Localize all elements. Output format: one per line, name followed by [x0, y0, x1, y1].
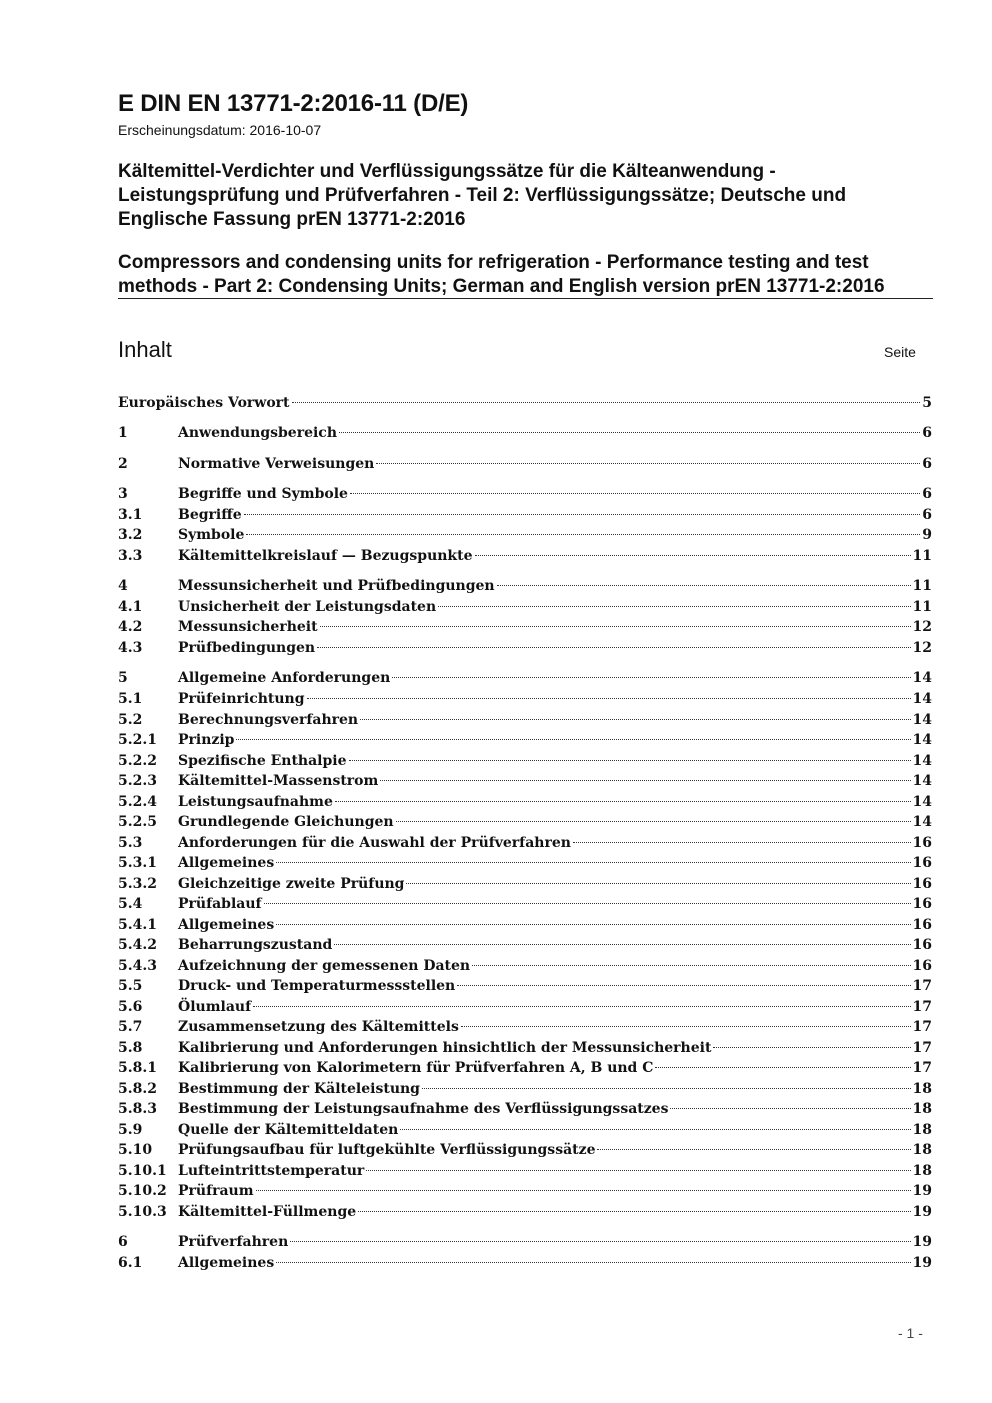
- toc-entry-page: 5: [922, 395, 932, 411]
- toc-entry[interactable]: [118, 1040, 932, 1060]
- toc-dot-leader: [350, 493, 920, 494]
- toc-entry-number: 5.4.3: [118, 958, 157, 974]
- toc-entry-page: 6: [922, 507, 932, 523]
- toc-dot-leader: [317, 647, 910, 648]
- toc-dot-leader: [246, 534, 920, 535]
- toc-entry-title: Messunsicherheit: [178, 619, 318, 635]
- toc-entry-title: Grundlegende Gleichungen: [178, 814, 394, 830]
- toc-entry-page: 14: [912, 814, 932, 830]
- toc-dot-leader: [475, 555, 911, 556]
- toc-entry[interactable]: [118, 670, 932, 690]
- toc-entry-number: 6: [118, 1234, 128, 1250]
- toc-entry[interactable]: [118, 773, 932, 793]
- toc-entry-number: 5.4: [118, 896, 143, 912]
- toc-entry-page: 12: [912, 619, 932, 635]
- toc-entry-page: 17: [912, 1019, 932, 1035]
- toc-entry-page: 16: [912, 937, 932, 953]
- toc-entry-page: 16: [912, 835, 932, 851]
- toc-heading: Inhalt: [118, 337, 172, 362]
- toc-entry-title: Kältemittel-Füllmenge: [178, 1204, 357, 1220]
- toc-entry[interactable]: [118, 395, 932, 415]
- toc-entry-number: 5.8.1: [118, 1060, 157, 1076]
- toc-entry[interactable]: [118, 937, 932, 957]
- toc-dot-leader: [307, 698, 911, 699]
- toc-entry[interactable]: [118, 1122, 932, 1142]
- toc-page-column-label: Seite: [884, 344, 916, 360]
- toc-entry-title: Anforderungen für die Auswahl der Prüfverfahren: [178, 835, 571, 851]
- toc-entry-page: 14: [912, 670, 932, 686]
- toc-entry-number: 5.10.2: [118, 1183, 167, 1199]
- toc-entry[interactable]: [118, 456, 932, 476]
- toc-entry-page: 6: [922, 425, 932, 441]
- toc-entry-title: Beharrungszustand: [178, 937, 333, 953]
- toc-dot-leader: [335, 801, 911, 802]
- toc-dot-leader: [438, 606, 910, 607]
- toc-dot-leader: [396, 821, 911, 822]
- toc-entry-title: Druck- und Temperaturmessstellen: [178, 978, 456, 994]
- toc-entry-number: 4.3: [118, 640, 143, 656]
- toc-entry-number: 5.6: [118, 999, 143, 1015]
- toc-entry-number: 5.10.1: [118, 1163, 167, 1179]
- toc-entry-title: Allgemeine Anforderungen: [178, 670, 391, 686]
- toc-entry-title: Quelle der Kältemitteldaten: [178, 1122, 399, 1138]
- toc-entry[interactable]: [118, 855, 932, 875]
- toc-entry[interactable]: [118, 999, 932, 1019]
- toc-entry-title: Messunsicherheit und Prüfbedingungen: [178, 578, 495, 594]
- toc-entry-title: Prüfablauf: [178, 896, 262, 912]
- toc-entry[interactable]: [118, 425, 932, 445]
- toc-entry-number: 5: [118, 670, 128, 686]
- toc-entry-title: Symbole: [178, 527, 245, 543]
- toc-entry-title: Begriffe und Symbole: [178, 486, 348, 502]
- toc-entry-number: 5.7: [118, 1019, 143, 1035]
- toc-dot-leader: [339, 432, 920, 433]
- toc-dot-leader: [406, 883, 910, 884]
- toc-entry-number: 5.1: [118, 691, 143, 707]
- title-german: Kältemittel-Verdichter und Verflüssigungssätze für die Kälteanwendung - Leistungsprüfung und Prüfverfahren - Teil 2: Verflüssigungssätze; Deutsche und Englische Fassung prEN 13771-2:2016: [118, 161, 847, 230]
- toc-entry-title: Allgemeines: [178, 917, 275, 933]
- toc-entry-page: 19: [912, 1183, 932, 1199]
- toc-entry-title: Unsicherheit der Leistungsdaten: [178, 599, 437, 615]
- toc-dot-leader: [366, 1170, 910, 1171]
- toc-dot-leader: [597, 1149, 910, 1150]
- toc-dot-leader: [349, 760, 911, 761]
- toc-entry-number: 4.1: [118, 599, 143, 615]
- toc-dot-leader: [292, 402, 921, 403]
- toc-dot-leader: [713, 1047, 910, 1048]
- toc-entry-page: 17: [912, 978, 932, 994]
- toc-entry-number: 5.2: [118, 712, 143, 728]
- toc-entry-title: Bestimmung der Kälteleistung: [178, 1081, 420, 1097]
- toc-entry-number: 5.3.1: [118, 855, 157, 871]
- toc-entry-page: 6: [922, 456, 932, 472]
- toc-entry[interactable]: [118, 978, 932, 998]
- toc-entry-page: 11: [912, 599, 932, 615]
- toc-entry-number: 3: [118, 486, 128, 502]
- toc-dot-leader: [253, 1006, 910, 1007]
- toc-entry-title: Ölumlauf: [178, 999, 252, 1015]
- toc-entry-title: Prüfraum: [178, 1183, 254, 1199]
- toc-entry[interactable]: [118, 1204, 932, 1224]
- toc-dot-leader: [256, 1190, 911, 1191]
- toc-entry-page: 14: [912, 794, 932, 810]
- toc-entry-page: 19: [912, 1255, 932, 1271]
- toc-entry[interactable]: [118, 835, 932, 855]
- toc-entry-page: 17: [912, 1060, 932, 1076]
- toc-entry-title: Kältemittel-Massenstrom: [178, 773, 379, 789]
- toc-entry[interactable]: [118, 486, 932, 506]
- toc-entry-title: Zusammensetzung des Kältemittels: [178, 1019, 459, 1035]
- publication-date: Erscheinungsdatum: 2016-10-07: [118, 122, 322, 138]
- toc-entry[interactable]: [118, 958, 932, 978]
- toc-entry-number: 5.9: [118, 1122, 143, 1138]
- toc-entry-number: 1: [118, 425, 128, 441]
- toc-entry-number: 5.2.4: [118, 794, 157, 810]
- toc-entry[interactable]: [118, 712, 932, 732]
- toc-dot-leader: [573, 842, 911, 843]
- toc-entry-number: 6.1: [118, 1255, 143, 1271]
- toc-dot-leader: [334, 944, 910, 945]
- toc-dot-leader: [497, 585, 911, 586]
- toc-dot-leader: [400, 1129, 910, 1130]
- toc-entry[interactable]: [118, 599, 932, 619]
- toc-entry[interactable]: [118, 548, 932, 568]
- toc-entry-page: 16: [912, 958, 932, 974]
- toc-entry-number: 5.3.2: [118, 876, 157, 892]
- title-divider: [118, 298, 933, 299]
- toc-entry[interactable]: [118, 1234, 932, 1254]
- toc-entry-title: Allgemeines: [178, 1255, 275, 1271]
- toc-entry[interactable]: [118, 814, 932, 834]
- toc-entry-page: 17: [912, 1040, 932, 1056]
- toc-entry[interactable]: [118, 1060, 932, 1080]
- toc-entry-page: 18: [912, 1101, 932, 1117]
- toc-entry-number: 5.2.2: [118, 753, 157, 769]
- toc-entry-title: Begriffe: [178, 507, 242, 523]
- toc-entry-page: 19: [912, 1204, 932, 1220]
- toc-dot-leader: [264, 903, 911, 904]
- toc-entry-page: 14: [912, 732, 932, 748]
- toc-entry-title: Kalibrierung und Anforderungen hinsichtlich der Messunsicherheit: [178, 1040, 712, 1056]
- toc-dot-leader: [461, 1026, 911, 1027]
- toc-entry[interactable]: [118, 1142, 932, 1162]
- toc-entry[interactable]: [118, 753, 932, 773]
- toc-dot-leader: [236, 739, 910, 740]
- page-number: - 1 -: [898, 1325, 923, 1341]
- toc-entry-number: 4.2: [118, 619, 143, 635]
- toc-entry-page: 16: [912, 876, 932, 892]
- toc-entry[interactable]: [118, 794, 932, 814]
- toc-entry-number: 3.2: [118, 527, 143, 543]
- toc-dot-leader: [244, 514, 921, 515]
- toc-entry-number: 5.10: [118, 1142, 153, 1158]
- toc-dot-leader: [655, 1067, 910, 1068]
- toc-entry-title: Kalibrierung von Kalorimetern für Prüfverfahren A, B und C: [178, 1060, 654, 1076]
- toc-entry-number: 5.5: [118, 978, 143, 994]
- toc-entry[interactable]: [118, 507, 932, 527]
- toc-entry-title: Leistungsaufnahme: [178, 794, 333, 810]
- toc-entry[interactable]: [118, 1019, 932, 1039]
- toc-entry-title: Berechnungsverfahren: [178, 712, 359, 728]
- toc-entry[interactable]: [118, 876, 932, 896]
- toc-dot-leader: [358, 1211, 910, 1212]
- toc-entry-number: 5.2.3: [118, 773, 157, 789]
- toc-entry-number: 5.8.3: [118, 1101, 157, 1117]
- toc-dot-leader: [472, 965, 910, 966]
- toc-dot-leader: [670, 1108, 910, 1109]
- toc-entry-page: 16: [912, 896, 932, 912]
- toc-entry-title: Europäisches Vorwort: [118, 395, 290, 411]
- toc-entry[interactable]: [118, 578, 932, 598]
- toc-entry-title: Normative Verweisungen: [178, 456, 375, 472]
- toc-entry-number: 5.4.1: [118, 917, 157, 933]
- toc-dot-leader: [392, 677, 910, 678]
- toc-dot-leader: [422, 1088, 911, 1089]
- toc-entry-page: 18: [912, 1163, 932, 1179]
- toc-entry-page: 19: [912, 1234, 932, 1250]
- toc-dot-leader: [276, 924, 910, 925]
- toc-entry[interactable]: [118, 640, 932, 660]
- toc-entry-number: 5.2.1: [118, 732, 157, 748]
- toc-entry-page: 16: [912, 855, 932, 871]
- toc-entry-number: 3.1: [118, 507, 143, 523]
- toc-entry-page: 17: [912, 999, 932, 1015]
- toc-entry-title: Prinzip: [178, 732, 235, 748]
- toc-entry-number: 4: [118, 578, 128, 594]
- toc-entry[interactable]: [118, 1163, 932, 1183]
- toc-dot-leader: [360, 719, 910, 720]
- toc-entry-page: 18: [912, 1142, 932, 1158]
- toc-entry-title: Kältemittelkreislauf — Bezugspunkte: [178, 548, 473, 564]
- toc-entry-title: Aufzeichnung der gemessenen Daten: [178, 958, 471, 974]
- toc-entry-number: 2: [118, 456, 128, 472]
- toc-entry-title: Lufteintrittstemperatur: [178, 1163, 365, 1179]
- toc-dot-leader: [380, 780, 910, 781]
- toc-entry-number: 5.4.2: [118, 937, 157, 953]
- toc-entry[interactable]: [118, 917, 932, 937]
- title-english: Compressors and condensing units for refrigeration - Performance testing and test methods - Part 2: Condensing Units; German and English version prEN 13771-2:2016: [118, 252, 885, 297]
- toc-entry-title: Prüfverfahren: [178, 1234, 289, 1250]
- toc-entry[interactable]: [118, 1081, 932, 1101]
- toc-entry[interactable]: [118, 619, 932, 639]
- toc-entry-page: 9: [922, 527, 932, 543]
- toc-entry-page: 14: [912, 712, 932, 728]
- toc-entry-page: 14: [912, 753, 932, 769]
- toc-entry[interactable]: [118, 527, 932, 547]
- toc-entry[interactable]: [118, 1183, 932, 1203]
- toc-entry-number: 5.10.3: [118, 1204, 167, 1220]
- toc-dot-leader: [276, 862, 910, 863]
- toc-dot-leader: [290, 1241, 910, 1242]
- toc-entry[interactable]: [118, 1101, 932, 1121]
- toc-entry-page: 18: [912, 1122, 932, 1138]
- toc-entry-page: 6: [922, 486, 932, 502]
- toc-entry[interactable]: [118, 691, 932, 711]
- toc-entry-title: Anwendungsbereich: [178, 425, 337, 441]
- toc-entry-page: 12: [912, 640, 932, 656]
- document-id: E DIN EN 13771-2:2016-11 (D/E): [118, 90, 469, 117]
- toc-entry-title: Prüfungsaufbau für luftgekühlte Verflüssigungssätze: [178, 1142, 596, 1158]
- toc-entry-number: 5.8: [118, 1040, 143, 1056]
- toc-entry[interactable]: [118, 1255, 932, 1275]
- toc-entry-page: 14: [912, 691, 932, 707]
- toc-entry-number: 3.3: [118, 548, 143, 564]
- toc-dot-leader: [457, 985, 910, 986]
- toc-entry-number: 5.8.2: [118, 1081, 157, 1097]
- toc-entry-page: 11: [912, 548, 932, 564]
- toc-entry-page: 11: [912, 578, 932, 594]
- toc-entry[interactable]: [118, 896, 932, 916]
- toc-dot-leader: [376, 463, 920, 464]
- toc-entry-page: 14: [912, 773, 932, 789]
- toc-entry-title: Spezifische Enthalpie: [178, 753, 347, 769]
- toc-dot-leader: [276, 1262, 910, 1263]
- toc-entry-title: Bestimmung der Leistungsaufnahme des Verflüssigungssatzes: [178, 1101, 669, 1117]
- toc-entry-number: 5.2.5: [118, 814, 157, 830]
- toc-entry-title: Allgemeines: [178, 855, 275, 871]
- toc-entry[interactable]: [118, 732, 932, 752]
- toc-entry-page: 18: [912, 1081, 932, 1097]
- toc-dot-leader: [320, 626, 911, 627]
- toc-entry-title: Prüfbedingungen: [178, 640, 316, 656]
- toc-entry-number: 5.3: [118, 835, 143, 851]
- toc-entry-page: 16: [912, 917, 932, 933]
- toc-entry-title: Gleichzeitige zweite Prüfung: [178, 876, 405, 892]
- toc-entry-title: Prüfeinrichtung: [178, 691, 305, 707]
